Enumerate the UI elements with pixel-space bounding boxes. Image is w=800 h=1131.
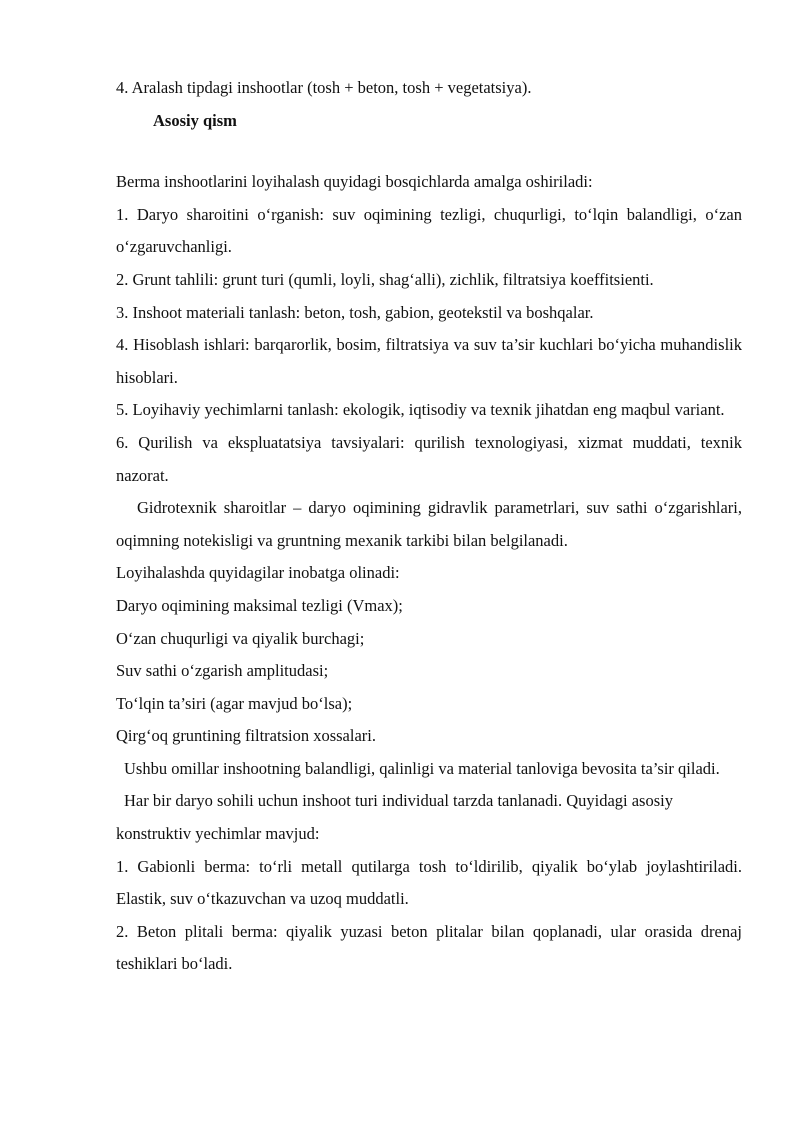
step-item: 2. Grunt tahlili: grunt turi (qumli, loyli, shag‘alli), zichlik, filtratsiya koeffitsienti. <box>116 269 654 289</box>
section-heading: Asosiy qism <box>153 110 237 130</box>
considered-item: Qirg‘oq gruntining filtratsion xossalari. <box>116 726 376 746</box>
document-page <box>116 72 742 981</box>
considered-intro: Loyihalashda quyidagilar inobatga olinadi: <box>116 563 400 583</box>
step-item: 5. Loyihaviy yechimlarni tanlash: ekologik, iqtisodiy va texnik jihatdan eng maqbul variant. <box>116 400 725 420</box>
solutions-paragraph: Har bir daryo sohili uchun inshoot turi individual tarzda tanlanadi. Quyidagi asosiy konstruktiv yechimlar mavjud: <box>116 791 673 844</box>
step-item: 6. Qurilish va ekspluatatsiya tavsiyalari: qurilish texnologiyasi, xizmat muddati, texnik nazorat. <box>116 432 742 485</box>
solution-item: 1. Gabionli berma: to‘rli metall qutilarga tosh to‘ldirilib, qiyalik bo‘ylab joylashtiriladi. Elastik, suv o‘tkazuvchan va uzoq muddatli. <box>116 856 742 909</box>
hydro-paragraph: Gidrotexnik sharoitlar – daryo oqimining gidravlik parametrlari, suv sathi o‘zgarishlari, oqimning notekisligi va gruntning mexanik tarkibi bilan belgilanadi. <box>116 498 742 550</box>
list-item-mixed-type: 4. Aralash tipdagi inshootlar (tosh + beton, tosh + vegetatsiya). <box>116 78 532 97</box>
step-item: 1. Daryo sharoitini o‘rganish: suv oqimining tezligi, chuqurligi, to‘lqin balandligi, o‘zan o‘zgaruvchanligi. <box>116 204 742 257</box>
step-item: 4. Hisoblash ishlari: barqarorlik, bosim, filtratsiya va suv ta’sir kuchlari bo‘yicha muhandislik hisoblari. <box>116 335 742 387</box>
intro-paragraph: Berma inshootlarini loyihalash quyidagi bosqichlarda amalga oshiriladi: <box>116 172 593 192</box>
considered-item: O‘zan chuqurligi va qiyalik burchagi; <box>116 628 365 648</box>
step-item: 3. Inshoot materiali tanlash: beton, tosh, gabion, geotekstil va boshqalar. <box>116 302 594 322</box>
considered-item: To‘lqin ta’siri (agar mavjud bo‘lsa); <box>116 693 353 713</box>
considered-item: Daryo oqimining maksimal tezligi (Vmax); <box>116 595 403 615</box>
considered-item: Suv sathi o‘zgarish amplitudasi; <box>116 661 329 681</box>
factors-paragraph: Ushbu omillar inshootning balandligi, qalinligi va material tanloviga bevosita ta’sir qiladi. <box>124 758 720 778</box>
solution-item: 2. Beton plitali berma: qiyalik yuzasi beton plitalar bilan qoplanadi, ular orasida drenaj teshiklari bo‘ladi. <box>116 921 742 974</box>
